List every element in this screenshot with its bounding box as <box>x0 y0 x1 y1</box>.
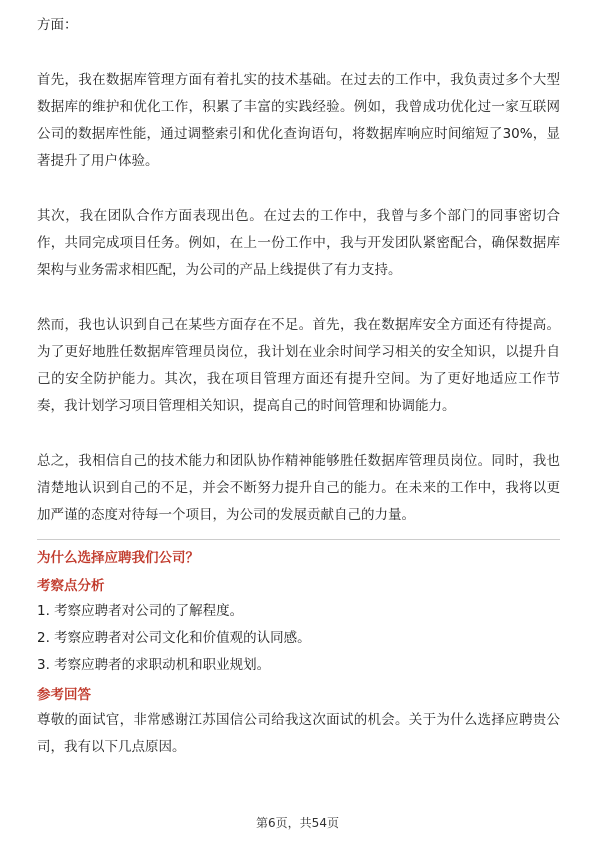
intro-tail-text: 方面： <box>37 17 78 33</box>
paragraph-technical-foundation: 首先，我在数据库管理方面有着扎实的技术基础。在过去的工作中，我负责过多个大型数据库的维护和优化工作，积累了丰富的实践经验。例如，我曾成功优化过一家互联网公司的数据库性能，通过调整索引和优化查询语句，将数据库响应时间缩短了30%，显著提升了用户体验。 <box>37 72 560 169</box>
answer-text: 尊敬的面试官，非常感谢江苏国信公司给我这次面试的机会。关于为什么选择应聘贵公司，我有以下几点原因。 <box>37 712 560 755</box>
paragraph-conclusion: 总之，我相信自己的技术能力和团队协作精神能够胜任数据库管理员岗位。同时，我也清楚地认识到自己的不足，并会不断努力提升自己的能力。在未来的工作中，我将以更加严谨的态度对待每一个项目，为公司的发展贡献自己的力量。 <box>37 453 560 523</box>
paragraph-teamwork: 其次，我在团队合作方面表现出色。在过去的工作中，我曾与多个部门的同事密切合作，共同完成项目任务。例如，在上一份工作中，我与开发团队紧密配合，确保数据库架构与业务需求相匹配，为公司的产品上线提供了有力支持。 <box>37 208 560 278</box>
answer-heading: 参考回答 <box>37 687 91 703</box>
spacer <box>37 39 560 67</box>
question-title: 为什么选择应聘我们公司？ <box>37 550 199 566</box>
page-number: 第6页，共54页 <box>256 816 339 830</box>
spacer <box>37 175 560 203</box>
page-content <box>37 12 560 761</box>
analysis-point: 3. 考察应聘者的求职动机和职业规划。 <box>37 657 271 673</box>
analysis-point: 2. 考察应聘者对公司文化和价值观的认同感。 <box>37 630 311 646</box>
spacer <box>37 284 560 312</box>
analysis-point: 1. 考察应聘者对公司的了解程度。 <box>37 603 244 619</box>
paragraph-shortcomings: 然而，我也认识到自己在某些方面存在不足。首先，我在数据库安全方面还有待提高。为了更好地胜任数据库管理员岗位，我计划在业余时间学习相关的安全知识，以提升自己的安全防护能力。其次，我在项目管理方面还有提升空间。为了更好地适应工作节奏，我计划学习项目管理相关知识，提高自己的时间管理和协调能力。 <box>37 317 560 414</box>
section-divider <box>37 539 560 540</box>
analysis-heading: 考察点分析 <box>37 578 105 594</box>
spacer <box>37 420 560 448</box>
